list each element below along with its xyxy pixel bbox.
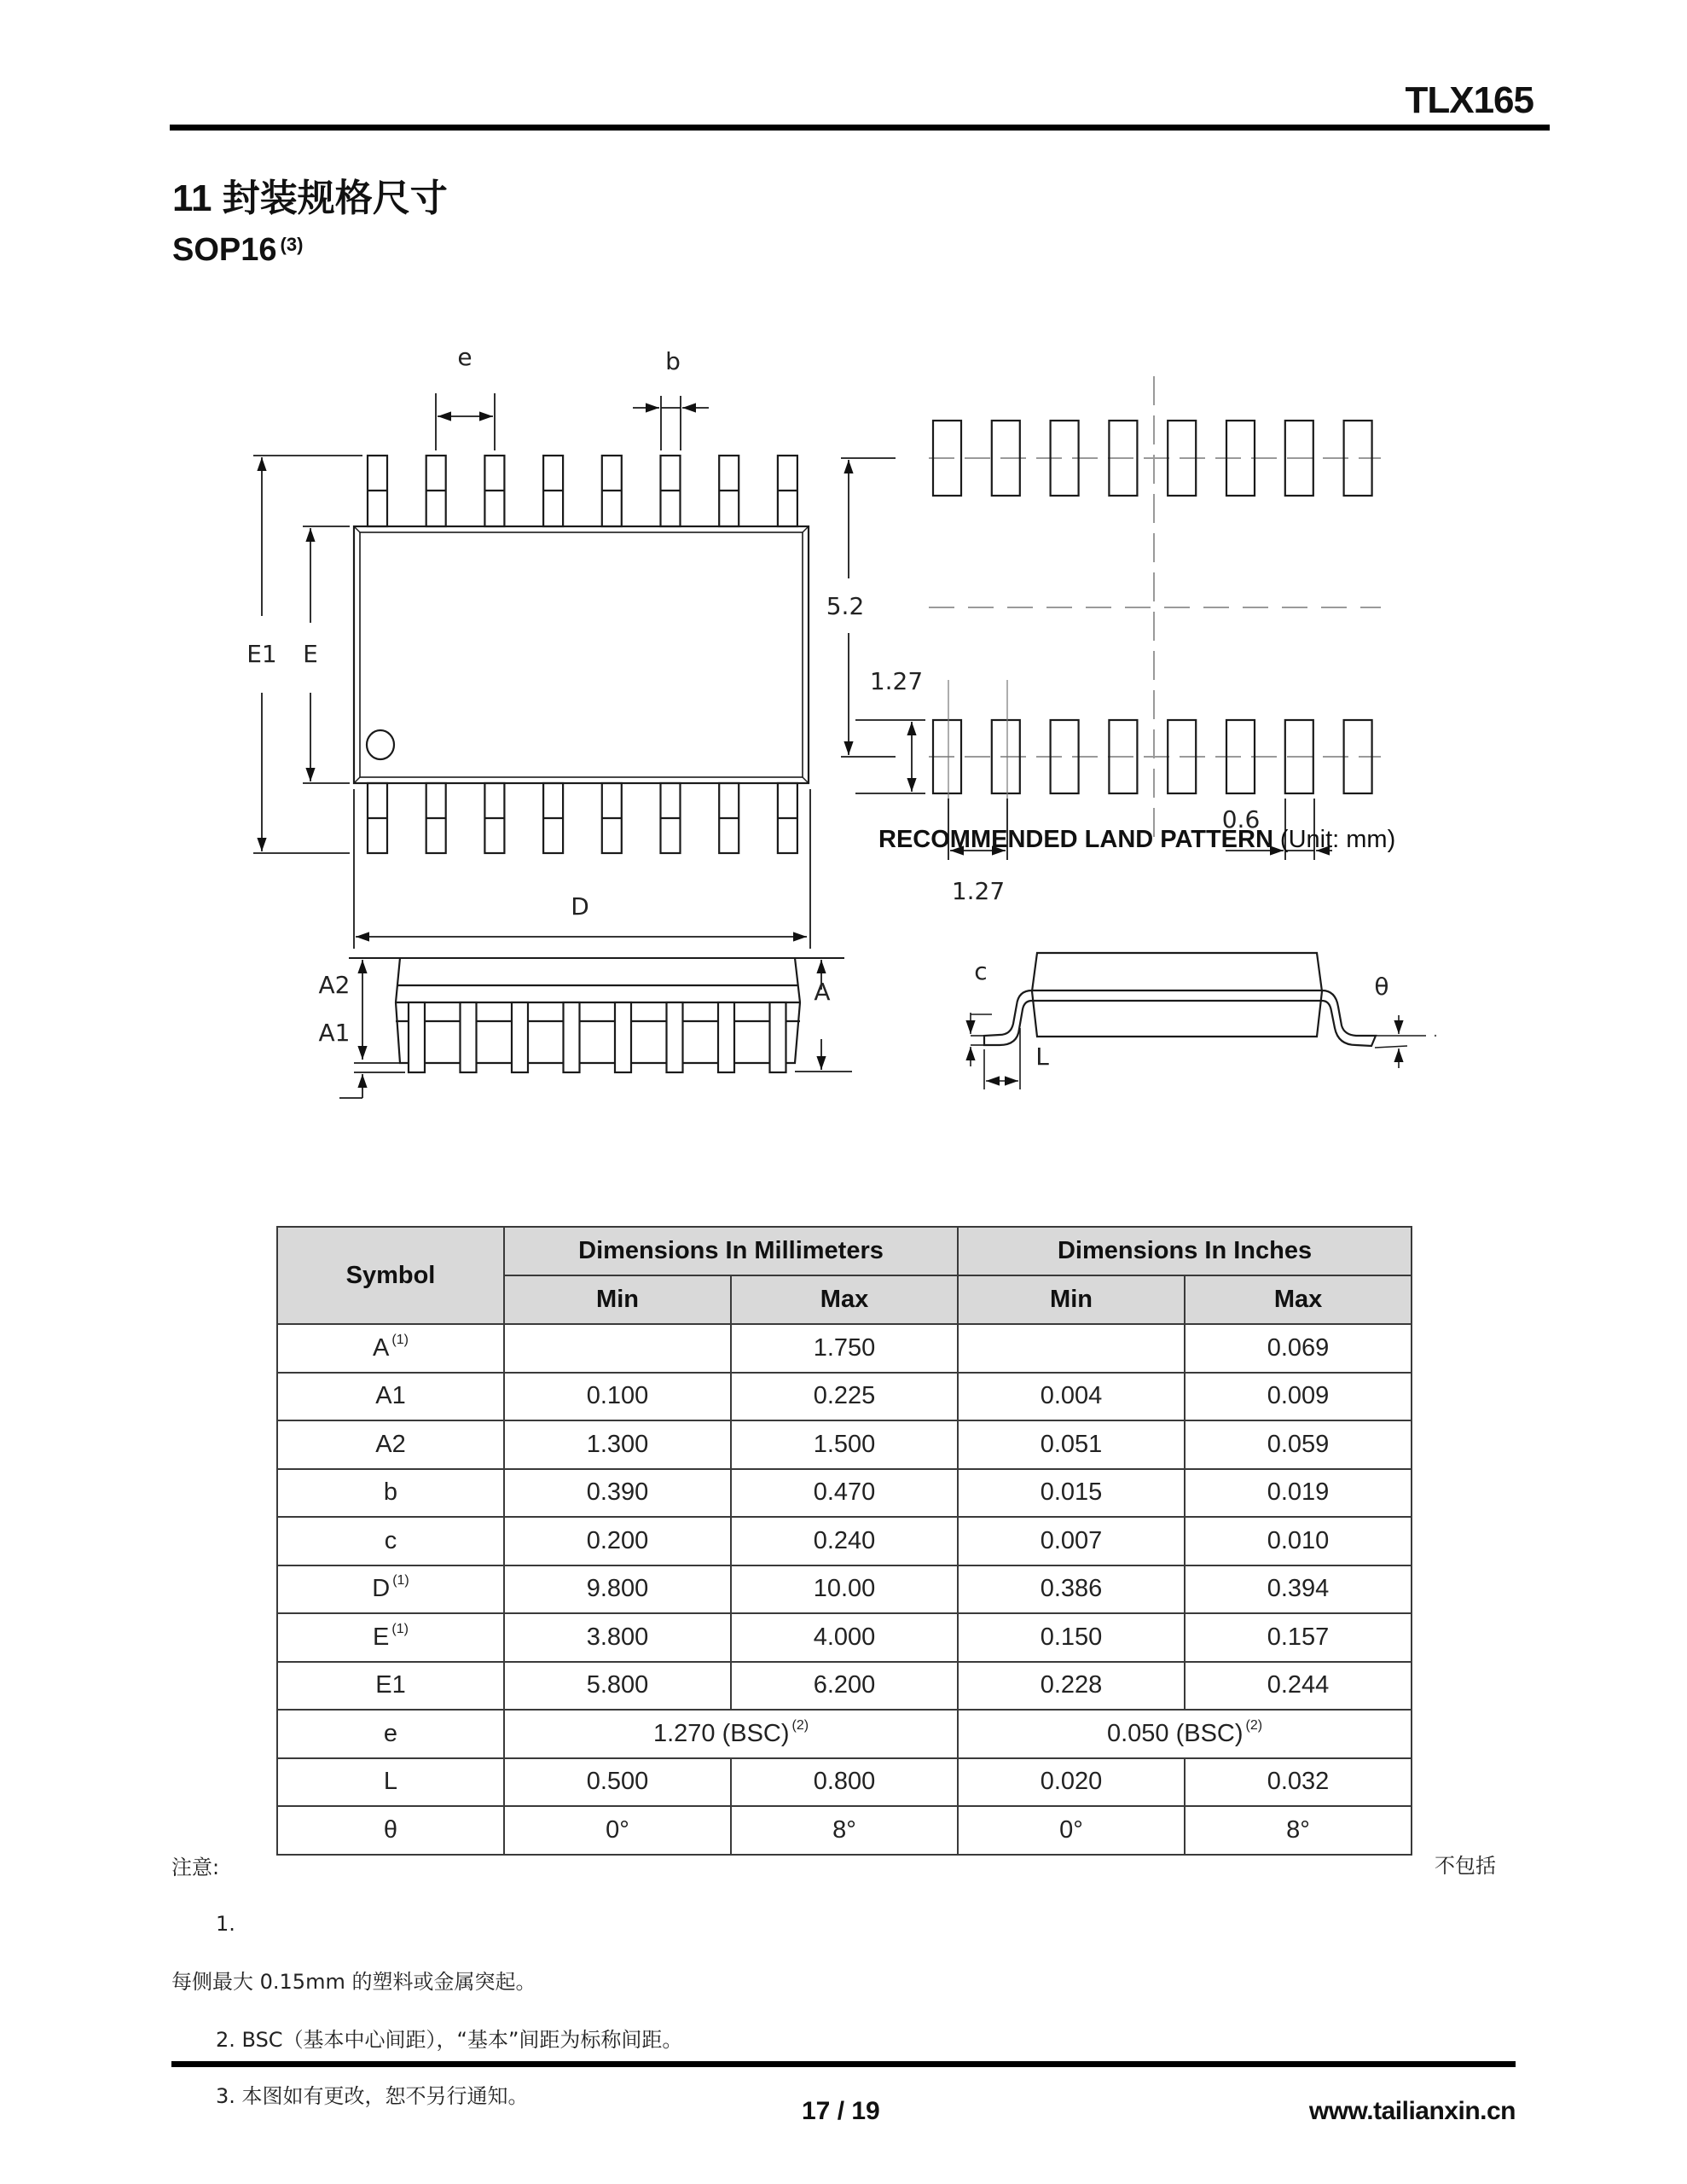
cell-mm-min <box>504 1806 731 1855</box>
cell-in-span <box>958 1710 1412 1758</box>
cell-in-span-value: 0.050 (BSC) <box>1106 1719 1244 1747</box>
footnote-ref: (2) <box>1245 1717 1263 1733</box>
cell-in-min <box>958 1324 1185 1373</box>
label-e: e <box>457 343 472 371</box>
cell-mm-max <box>731 1565 958 1614</box>
cell-symbol <box>277 1469 504 1518</box>
cell-mm-min <box>504 1373 731 1421</box>
cell-in-min <box>958 1565 1185 1614</box>
land-pattern-caption-title: RECOMMENDED LAND PATTERN <box>878 825 1273 853</box>
footnote-ref: (1) <box>392 1573 409 1589</box>
cell-in-min <box>958 1758 1185 1807</box>
table-row <box>277 1662 1412 1711</box>
cell-in-max <box>1185 1324 1412 1373</box>
cell-in-min-value: 0.007 <box>1040 1526 1103 1554</box>
lead <box>543 783 563 853</box>
lead <box>484 783 504 853</box>
cell-mm-max-value: 6.200 <box>813 1671 876 1699</box>
lead <box>602 783 622 853</box>
cell-mm-max-value: 1.750 <box>813 1333 876 1362</box>
cell-mm-max <box>731 1758 958 1807</box>
cell-symbol <box>277 1420 504 1469</box>
cell-symbol-value: E1 <box>375 1671 406 1699</box>
side-view <box>339 958 852 1098</box>
chip-body-inner <box>360 532 803 777</box>
dimensions-table <box>276 1226 1412 1856</box>
header-mm-max: Max <box>731 1275 958 1324</box>
side-body-outline <box>396 958 800 1063</box>
lead <box>719 783 739 853</box>
lead <box>719 456 739 526</box>
cell-in-min-value: 0.051 <box>1040 1430 1103 1458</box>
side-lead <box>770 1002 786 1072</box>
label-row-spacing: 5.2 <box>826 592 865 620</box>
cell-mm-max-value: 0.470 <box>813 1478 876 1507</box>
label-D: D <box>571 892 589 921</box>
cell-mm-min <box>504 1613 731 1662</box>
cell-in-max-value: 0.069 <box>1267 1333 1330 1362</box>
cell-symbol <box>277 1710 504 1758</box>
cell-mm-max-value: 0.240 <box>813 1526 876 1554</box>
cell-symbol-value: e <box>383 1719 398 1747</box>
cell-in-min <box>958 1613 1185 1662</box>
cell-mm-max <box>731 1806 958 1855</box>
cell-mm-max <box>731 1324 958 1373</box>
cell-mm-min-value: 3.800 <box>586 1623 649 1651</box>
cell-mm-max <box>731 1420 958 1469</box>
cell-symbol <box>277 1613 504 1662</box>
side-leads <box>409 1002 786 1072</box>
cell-mm-max-value: 0.800 <box>813 1768 876 1796</box>
header-in-max: Max <box>1185 1275 1412 1324</box>
cell-mm-max-value: 0.225 <box>813 1382 876 1410</box>
cell-symbol <box>277 1517 504 1565</box>
table-row <box>277 1710 1412 1758</box>
cell-mm-span-value: 1.270 (BSC) <box>652 1719 790 1747</box>
cell-in-min <box>958 1517 1185 1565</box>
lead <box>543 456 563 526</box>
cell-in-min <box>958 1662 1185 1711</box>
table-row <box>277 1613 1412 1662</box>
cell-in-max-value: 0.059 <box>1267 1430 1330 1458</box>
table-row <box>277 1324 1412 1373</box>
cell-mm-min-value: 0° <box>606 1815 629 1844</box>
cell-mm-max-value: 4.000 <box>813 1623 876 1651</box>
label-A: A <box>814 978 831 1006</box>
cell-mm-max <box>731 1469 958 1518</box>
cell-mm-max-value: 10.00 <box>813 1575 876 1603</box>
header-mm-group: Dimensions In Millimeters <box>504 1227 958 1275</box>
cell-in-min-value: 0.150 <box>1040 1623 1103 1651</box>
footer-rule <box>171 2061 1516 2067</box>
footnote-ref: (2) <box>791 1717 809 1733</box>
cell-in-min <box>958 1806 1185 1855</box>
cell-mm-min-value: 0.390 <box>586 1478 649 1507</box>
lead <box>778 456 797 526</box>
label-b: b <box>665 347 681 375</box>
note-1-number: 1. <box>216 1912 235 1936</box>
cell-symbol-value: A2 <box>375 1430 406 1458</box>
chip-body-outer <box>354 526 809 783</box>
cell-mm-min <box>504 1420 731 1469</box>
table-header-row <box>277 1227 1412 1275</box>
label-pitch: 1.27 <box>951 877 1006 905</box>
cell-mm-max <box>731 1613 958 1662</box>
label-E1: E1 <box>246 640 277 668</box>
cell-symbol <box>277 1565 504 1614</box>
cell-mm-min-value: 0.200 <box>586 1526 649 1554</box>
notes-title: 注意: <box>171 1856 220 1879</box>
label-L: L <box>1035 1043 1049 1071</box>
cell-symbol <box>277 1806 504 1855</box>
cell-in-min-value: 0.015 <box>1040 1478 1103 1507</box>
cell-symbol <box>277 1662 504 1711</box>
side-lead <box>615 1002 631 1072</box>
cell-in-min-value: 0.386 <box>1040 1575 1103 1603</box>
cell-mm-max <box>731 1662 958 1711</box>
cell-symbol-value: A <box>373 1333 390 1362</box>
cell-in-max <box>1185 1806 1412 1855</box>
cell-in-max <box>1185 1613 1412 1662</box>
cell-in-min-value: 0° <box>1059 1815 1083 1844</box>
cell-in-max <box>1185 1469 1412 1518</box>
header-inch-group: Dimensions In Inches <box>958 1227 1412 1275</box>
cell-in-max-value: 0.019 <box>1267 1478 1330 1507</box>
cell-mm-min-value: 0.100 <box>586 1382 649 1410</box>
land-pattern-caption-unit: (Unit: mm) <box>1279 825 1396 853</box>
cell-symbol <box>277 1758 504 1807</box>
table-row <box>277 1806 1412 1855</box>
label-A1: A1 <box>318 1019 351 1047</box>
side-lead <box>512 1002 528 1072</box>
table-body <box>277 1324 1412 1855</box>
cell-symbol-value: θ <box>383 1815 398 1844</box>
cell-symbol <box>277 1373 504 1421</box>
lead <box>661 783 681 853</box>
table-row <box>277 1420 1412 1469</box>
header-mm-min: Min <box>504 1275 731 1324</box>
side-lead <box>718 1002 734 1072</box>
cell-in-min-value: 0.228 <box>1040 1671 1103 1699</box>
label-E: E <box>303 640 318 668</box>
cell-in-min <box>958 1469 1185 1518</box>
cell-mm-min <box>504 1662 731 1711</box>
cell-in-min-value: 0.004 <box>1040 1382 1103 1410</box>
cell-mm-min-value: 5.800 <box>586 1671 649 1699</box>
footnote-ref: (1) <box>391 1621 409 1636</box>
lead <box>426 783 446 853</box>
cell-in-min <box>958 1420 1185 1469</box>
table-row <box>277 1758 1412 1807</box>
cell-in-max <box>1185 1662 1412 1711</box>
cell-mm-min <box>504 1469 731 1518</box>
lead <box>368 783 387 853</box>
label-theta: θ <box>1374 973 1389 1001</box>
cell-in-max-value: 0.244 <box>1267 1671 1330 1699</box>
cell-mm-max <box>731 1373 958 1421</box>
footnote-ref: (1) <box>391 1332 409 1347</box>
cell-symbol-value: E <box>373 1623 390 1651</box>
cell-mm-min <box>504 1565 731 1614</box>
header-in-min: Min <box>958 1275 1185 1324</box>
cell-mm-max <box>731 1517 958 1565</box>
document-id: TLX165 <box>1405 79 1533 121</box>
note-3: 3. 本图如有更改，恕不另行通知。 <box>216 2084 529 2108</box>
bottom-leads <box>368 783 797 853</box>
cell-symbol-value: D <box>372 1575 391 1603</box>
lead <box>484 456 504 526</box>
package-name-text: SOP16 <box>172 232 277 268</box>
cell-in-max-value: 0.009 <box>1267 1382 1330 1410</box>
cell-in-max-value: 0.394 <box>1267 1575 1330 1603</box>
cell-in-max <box>1185 1420 1412 1469</box>
cell-in-max-value: 0.157 <box>1267 1623 1330 1651</box>
table-row <box>277 1373 1412 1421</box>
note-1-text: 每侧最大 0.15mm 的塑料或金属突起。 <box>171 1970 536 1994</box>
cell-symbol-value: b <box>383 1478 398 1507</box>
section-title: 11 封装规格尺寸 <box>172 177 448 219</box>
end-body-outline <box>1032 953 1322 1037</box>
cell-in-max <box>1185 1517 1412 1565</box>
lead <box>368 456 387 526</box>
cell-mm-min <box>504 1758 731 1807</box>
note-1-fragment: 不包括 <box>1435 1854 1496 1878</box>
cell-in-min <box>958 1373 1185 1421</box>
cell-in-max <box>1185 1758 1412 1807</box>
cell-mm-min <box>504 1517 731 1565</box>
label-c: c <box>974 957 988 985</box>
side-lead <box>409 1002 425 1072</box>
header-symbol: Symbol <box>277 1227 504 1324</box>
cell-in-min-value: 0.020 <box>1040 1768 1103 1796</box>
table-row <box>277 1565 1412 1614</box>
cell-symbol-value: L <box>383 1768 398 1796</box>
table-row <box>277 1517 1412 1565</box>
dimension-D <box>354 789 810 949</box>
cell-in-max <box>1185 1565 1412 1614</box>
right-gull-wing-lead <box>1322 990 1376 1046</box>
left-gull-wing-lead <box>984 990 1032 1045</box>
land-pattern <box>841 376 1381 860</box>
table-row <box>277 1469 1412 1518</box>
cell-mm-max-value: 8° <box>832 1815 856 1844</box>
cell-in-max-value: 0.032 <box>1267 1768 1330 1796</box>
cell-mm-min-value: 9.800 <box>586 1575 649 1603</box>
cell-mm-max-value: 1.500 <box>813 1430 876 1458</box>
side-lead <box>461 1002 477 1072</box>
side-lead <box>564 1002 580 1072</box>
pin1-marker <box>367 730 394 759</box>
note-2: 2. BSC（基本中心间距），“基本”间距为标称间距。 <box>216 2028 683 2052</box>
cell-symbol <box>277 1324 504 1373</box>
top-view <box>253 393 810 949</box>
cell-mm-min-value: 0.500 <box>586 1768 649 1796</box>
lead <box>778 783 797 853</box>
label-A2: A2 <box>318 971 351 999</box>
website-link[interactable]: www.tailianxin.cn <box>1308 2097 1516 2125</box>
label-pad-length: 1.27 <box>869 667 924 695</box>
dimension-b <box>633 396 709 450</box>
top-leads <box>368 456 797 526</box>
label-pad-width: 0.6 <box>1221 805 1261 834</box>
cell-mm-span <box>504 1710 958 1758</box>
land-pattern-caption <box>878 826 1395 853</box>
lead <box>661 456 681 526</box>
cell-mm-min-value: 1.300 <box>586 1430 649 1458</box>
lead <box>426 456 446 526</box>
side-lead <box>667 1002 683 1072</box>
cell-in-max-value: 0.010 <box>1267 1526 1330 1554</box>
package-note-ref: (3) <box>280 234 304 255</box>
cell-in-max <box>1185 1373 1412 1421</box>
cell-symbol-value: A1 <box>375 1382 406 1410</box>
page-number: 17 / 19 <box>802 2097 880 2125</box>
cell-in-max-value: 8° <box>1286 1815 1310 1844</box>
cell-mm-min <box>504 1324 731 1373</box>
lead <box>602 456 622 526</box>
dimension-e <box>436 393 495 450</box>
cell-symbol-value: c <box>384 1526 397 1554</box>
